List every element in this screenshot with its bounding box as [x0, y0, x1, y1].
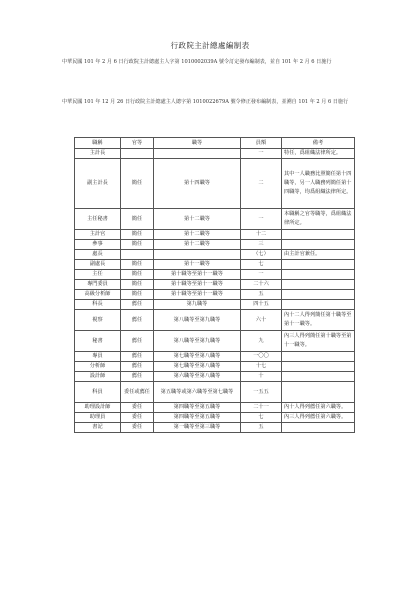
header-rank: 官等 [121, 138, 154, 149]
cell-grade [154, 149, 241, 159]
cell-remarks: 內十二人得列簡任第十職等至第十一職等。 [282, 310, 355, 331]
cell-remarks: 本職稱之官等職等，爲組織法律所定。 [282, 209, 355, 230]
cell-rank: 委任 [121, 403, 154, 413]
cell-rank: 簡任 [121, 280, 154, 290]
cell-title: 高級分析師 [75, 290, 121, 300]
cell-headcount: 九 [241, 331, 282, 352]
table-row [75, 290, 355, 300]
cell-remarks: 特任，爲組織法律所定。 [282, 149, 355, 159]
table-row [75, 230, 355, 240]
cell-title: 處長 [75, 250, 121, 260]
cell-headcount: （七） [241, 250, 282, 260]
cell-title: 分析師 [75, 362, 121, 372]
cell-remarks [282, 290, 355, 300]
cell-grade: 第十二職等 [154, 230, 241, 240]
cell-grade: 第八職等至第九職等 [154, 310, 241, 331]
cell-remarks [282, 423, 355, 433]
cell-remarks: 由主計官兼任。 [282, 250, 355, 260]
cell-grade: 第六職等至第八職等 [154, 372, 241, 382]
cell-headcount: 十 [241, 372, 282, 382]
document-title: 行政院主計總處編制表 [170, 41, 250, 50]
cell-remarks [282, 362, 355, 372]
header-title: 職稱 [75, 138, 121, 149]
cell-rank: 委任 [121, 413, 154, 423]
table-row [75, 382, 355, 403]
cell-grade: 第九職等 [154, 300, 241, 310]
cell-grade: 第八職等至第九職等 [154, 331, 241, 352]
cell-title: 參事 [75, 240, 121, 250]
cell-remarks [282, 280, 355, 290]
cell-title: 秘書 [75, 331, 121, 352]
cell-title: 助理員 [75, 413, 121, 423]
promulgation-note-2: 中華民國 101 年 12 月 26 日行政院主計總處主人總字第 1010022679A 號令修正發布編制表，並溯自 101 年 2 月 6 日施行 [62, 99, 349, 105]
cell-remarks [282, 270, 355, 280]
cell-grade: 第一職等至第三職等 [154, 423, 241, 433]
promulgation-note-1: 中華民國 101 年 2 月 6 日行政院主計總處主人字第 1010002039A 號令訂定發布編制表，並自 101 年 2 月 6 日施行 [62, 59, 332, 65]
table-row [75, 280, 355, 290]
cell-grade: 第七職等至第八職等 [154, 352, 241, 362]
table-row [75, 260, 355, 270]
cell-headcount: 五 [241, 423, 282, 433]
cell-headcount: 十二 [241, 230, 282, 240]
cell-title: 副主計長 [75, 159, 121, 209]
header-remarks: 備考 [282, 138, 355, 149]
cell-title: 科長 [75, 300, 121, 310]
cell-remarks [282, 372, 355, 382]
cell-rank: 簡任 [121, 270, 154, 280]
staffing-table [74, 137, 355, 433]
cell-headcount: 六十 [241, 310, 282, 331]
cell-remarks [282, 300, 355, 310]
cell-rank [121, 149, 154, 159]
cell-headcount: 一 [241, 209, 282, 230]
cell-rank: 簡任 [121, 240, 154, 250]
cell-title: 設計師 [75, 372, 121, 382]
cell-rank: 薦任 [121, 300, 154, 310]
cell-grade: 第十二職等 [154, 240, 241, 250]
cell-rank: 薦任 [121, 372, 154, 382]
cell-title: 主計長 [75, 149, 121, 159]
cell-grade: 第五職等或第六職等至第七職等 [154, 382, 241, 403]
cell-grade: 第七職等至第八職等 [154, 362, 241, 372]
cell-rank: 薦任 [121, 352, 154, 362]
cell-remarks [282, 260, 355, 270]
cell-remarks [282, 352, 355, 362]
cell-grade: 第十四職等 [154, 159, 241, 209]
cell-remarks: 其中一人職務比照簡任第十四職等，另一人職務列簡任第十四職等，均爲組織法律所定。 [282, 159, 355, 209]
header-grade: 職等 [154, 138, 241, 149]
cell-headcount: 一 [241, 270, 282, 280]
cell-rank: 委任 [121, 423, 154, 433]
cell-rank [121, 250, 154, 260]
table-row [75, 300, 355, 310]
cell-headcount: 四十五 [241, 300, 282, 310]
table-row [75, 331, 355, 352]
cell-remarks: 內三人得列薦任第六職等。 [282, 413, 355, 423]
table-row [75, 149, 355, 159]
cell-grade: 第四職等至第五職等 [154, 413, 241, 423]
cell-grade [154, 250, 241, 260]
cell-headcount: 五 [241, 290, 282, 300]
table-row [75, 310, 355, 331]
cell-title: 書記 [75, 423, 121, 433]
cell-rank: 簡任 [121, 209, 154, 230]
cell-rank: 委任或薦任 [121, 382, 154, 403]
cell-title: 專門委員 [75, 280, 121, 290]
cell-grade: 第十二職等 [154, 209, 241, 230]
cell-headcount: 三 [241, 240, 282, 250]
cell-rank: 薦任 [121, 310, 154, 331]
table-row [75, 362, 355, 372]
cell-title: 主任 [75, 270, 121, 280]
cell-rank: 薦任 [121, 362, 154, 372]
table-row [75, 240, 355, 250]
cell-remarks [282, 382, 355, 403]
table-row [75, 403, 355, 413]
table-row [75, 270, 355, 280]
cell-rank: 簡任 [121, 230, 154, 240]
cell-rank: 簡任 [121, 260, 154, 270]
cell-headcount: 十七 [241, 362, 282, 372]
cell-grade: 第十職等至第十一職等 [154, 270, 241, 280]
cell-rank: 簡任 [121, 290, 154, 300]
table-row [75, 352, 355, 362]
cell-title: 主任秘書 [75, 209, 121, 230]
cell-headcount: 一 [241, 149, 282, 159]
cell-rank: 薦任 [121, 331, 154, 352]
cell-headcount: 二十六 [241, 280, 282, 290]
cell-grade: 第十職等至第十一職等 [154, 290, 241, 300]
cell-rank: 簡任 [121, 159, 154, 209]
cell-remarks: 內十人得列薦任第六職等。 [282, 403, 355, 413]
cell-title: 助理設計師 [75, 403, 121, 413]
cell-title: 副處長 [75, 260, 121, 270]
cell-headcount: 二十一 [241, 403, 282, 413]
header-headcount: 員額 [241, 138, 282, 149]
table-row [75, 159, 355, 209]
cell-headcount: 七 [241, 413, 282, 423]
cell-grade: 第十職等至第十一職等 [154, 280, 241, 290]
cell-grade: 第十一職等 [154, 260, 241, 270]
table-row [75, 250, 355, 260]
cell-remarks [282, 230, 355, 240]
cell-title: 視察 [75, 310, 121, 331]
cell-remarks: 內三人得列簡任第十職等至第十一職等。 [282, 331, 355, 352]
cell-headcount: 二 [241, 159, 282, 209]
cell-headcount: 七 [241, 260, 282, 270]
table-row [75, 413, 355, 423]
cell-title: 主計官 [75, 230, 121, 240]
cell-headcount: 一〇〇 [241, 352, 282, 362]
cell-remarks [282, 240, 355, 250]
table-row [75, 423, 355, 433]
cell-title: 專員 [75, 352, 121, 362]
table-header-row [75, 138, 355, 149]
table-row [75, 209, 355, 230]
cell-title: 科員 [75, 382, 121, 403]
cell-grade: 第四職等至第五職等 [154, 403, 241, 413]
cell-headcount: 一五五 [241, 382, 282, 403]
table-row [75, 372, 355, 382]
